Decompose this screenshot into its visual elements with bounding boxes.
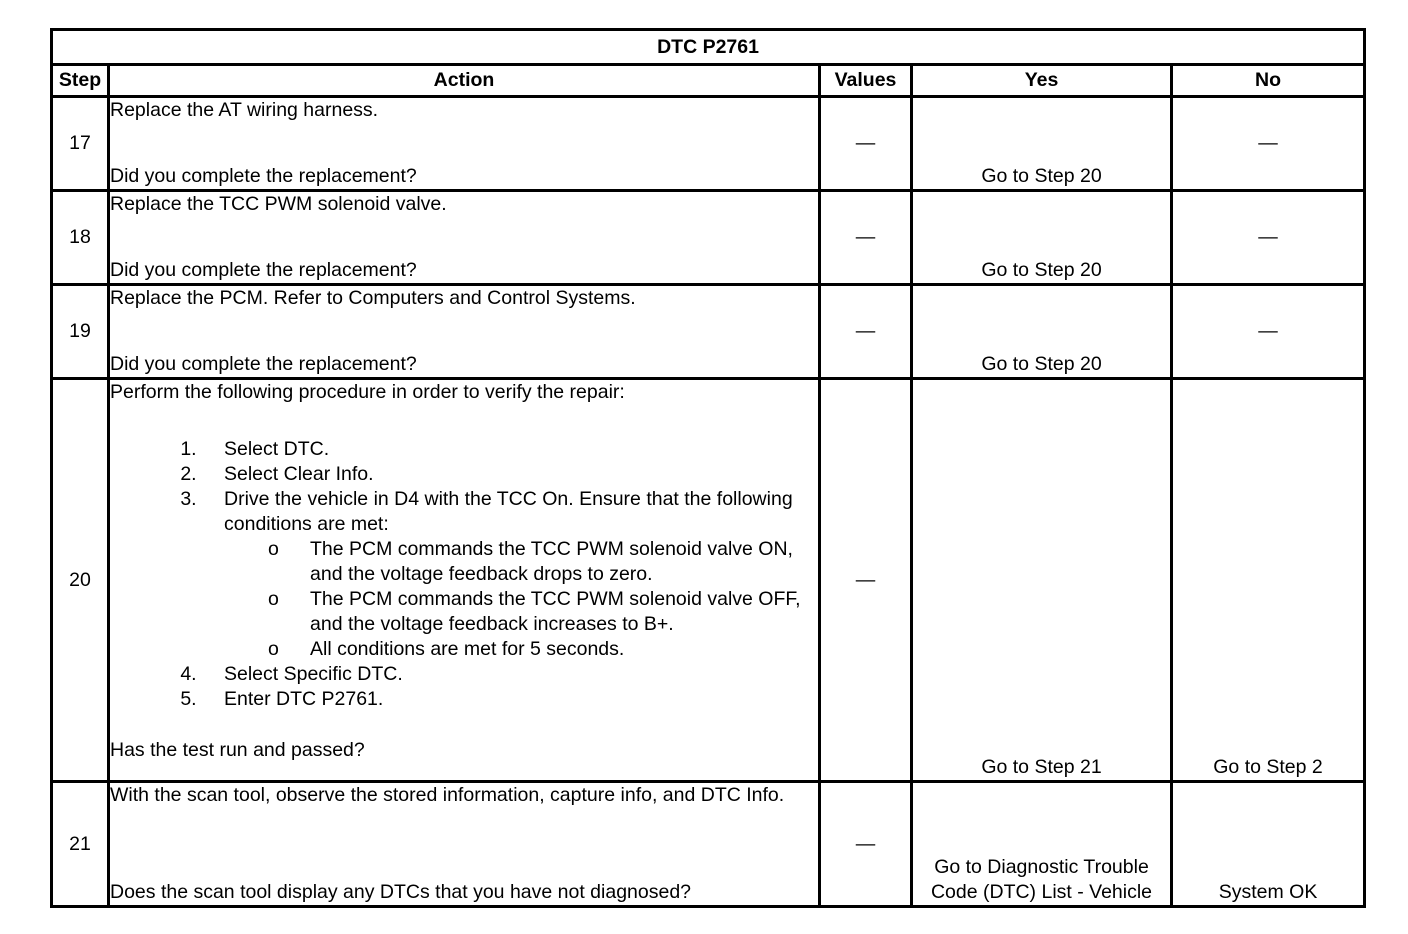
values-cell: — bbox=[820, 97, 912, 191]
table-row bbox=[52, 782, 1365, 907]
action-text: Perform the following procedure in order to verify the repair: bbox=[110, 381, 625, 403]
action-text: Replace the AT wiring harness. bbox=[110, 99, 379, 121]
procedure-step: 1. Select DTC. bbox=[202, 437, 818, 462]
yes-cell: Go to Step 21 bbox=[912, 379, 1172, 782]
step-number: 20 bbox=[52, 379, 109, 782]
action-cell bbox=[109, 97, 820, 191]
action-cell bbox=[109, 379, 820, 782]
yes-cell: Go to Step 20 bbox=[912, 285, 1172, 379]
no-cell: System OK bbox=[1172, 782, 1365, 907]
condition-text: All conditions are met for 5 seconds. bbox=[310, 638, 625, 660]
condition-item bbox=[268, 537, 818, 587]
dtc-table bbox=[50, 28, 1366, 908]
action-question: Did you complete the replacement? bbox=[110, 165, 417, 187]
header-yes: Yes bbox=[912, 65, 1172, 97]
no-cell: — bbox=[1172, 97, 1365, 191]
step-number: 18 bbox=[52, 191, 109, 285]
step-number: 21 bbox=[52, 782, 109, 907]
procedure-step: 4. Select Specific DTC. bbox=[202, 662, 818, 687]
bullet-o-marker: o bbox=[268, 638, 279, 660]
procedure-list bbox=[110, 437, 818, 712]
condition-item bbox=[268, 587, 818, 637]
values-cell: — bbox=[820, 782, 912, 907]
action-question: Does the scan tool display any DTCs that you have not diagnosed? bbox=[110, 881, 692, 903]
values-cell: — bbox=[820, 191, 912, 285]
header-row bbox=[52, 65, 1365, 97]
action-question: Did you complete the replacement? bbox=[110, 259, 417, 281]
table-row bbox=[52, 97, 1365, 191]
no-cell: Go to Step 2 bbox=[1172, 379, 1365, 782]
no-cell: — bbox=[1172, 285, 1365, 379]
action-text: Replace the PCM. Refer to Computers and Control Systems. bbox=[110, 287, 636, 309]
action-question: Has the test run and passed? bbox=[110, 739, 365, 761]
action-cell bbox=[109, 191, 820, 285]
bullet-o-marker: o bbox=[268, 538, 279, 560]
header-action: Action bbox=[109, 65, 820, 97]
action-text: With the scan tool, observe the stored information, capture info, and DTC Info. bbox=[110, 784, 785, 806]
table-title: DTC P2761 bbox=[52, 30, 1365, 65]
action-question: Did you complete the replacement? bbox=[110, 353, 417, 375]
table-row bbox=[52, 285, 1365, 379]
table-row bbox=[52, 191, 1365, 285]
condition-text: The PCM commands the TCC PWM solenoid valve ON, and the voltage feedback drops to zero. bbox=[310, 538, 793, 585]
header-step: Step bbox=[52, 65, 109, 97]
bullet-o-marker: o bbox=[268, 588, 279, 610]
procedure-step bbox=[202, 487, 818, 662]
condition-text: The PCM commands the TCC PWM solenoid valve OFF, and the voltage feedback increases to B+. bbox=[310, 588, 801, 635]
procedure-step-text: Drive the vehicle in D4 with the TCC On. Ensure that the following conditions are met: bbox=[224, 488, 793, 535]
yes-cell: Go to Step 20 bbox=[912, 191, 1172, 285]
no-cell: — bbox=[1172, 191, 1365, 285]
step-number: 17 bbox=[52, 97, 109, 191]
values-cell: — bbox=[820, 379, 912, 782]
action-cell bbox=[109, 285, 820, 379]
procedure-step: 5. Enter DTC P2761. bbox=[202, 687, 818, 712]
procedure-step: 2. Select Clear Info. bbox=[202, 462, 818, 487]
action-cell bbox=[109, 782, 820, 907]
yes-cell: Go to Step 20 bbox=[912, 97, 1172, 191]
action-text: Replace the TCC PWM solenoid valve. bbox=[110, 193, 447, 215]
header-values: Values bbox=[820, 65, 912, 97]
values-cell: — bbox=[820, 285, 912, 379]
conditions-list bbox=[224, 537, 818, 662]
yes-cell: Go to Diagnostic Trouble Code (DTC) List - Vehicle bbox=[912, 782, 1172, 907]
title-row bbox=[52, 30, 1365, 65]
condition-item bbox=[268, 637, 818, 662]
header-no: No bbox=[1172, 65, 1365, 97]
table-row bbox=[52, 379, 1365, 782]
step-number: 19 bbox=[52, 285, 109, 379]
